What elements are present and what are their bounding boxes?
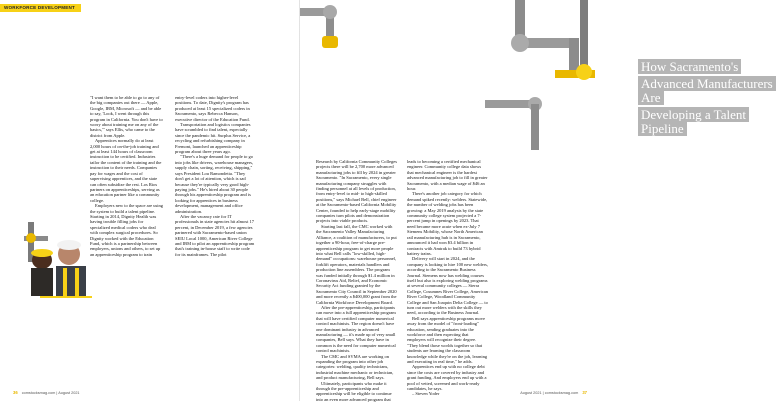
issue-date: August 2021 bbox=[58, 391, 80, 395]
title-line-2 bbox=[638, 77, 778, 105]
title-text: Developing a Talent Pipeline bbox=[638, 107, 749, 136]
paragraph: "There's a huge demand for people to go into jobs like drivers, warehouse managers, supply chain, sorting, receiving, shipping," says President Lou Ramondetta. "They don't get a lot of attention, which is sad because they're typically very good high-paying jobs." He's hired about 30 people through his apprenticeship program and is looking for apprentices in business development, management and office administration. bbox=[175, 154, 254, 214]
paragraph: After the vacancy rate for IT professionals in state agencies hit almost 17 percent, in December 2019, a few agencies partnered with Sacramento-based union SEIU Local 1000, American River College and IBM to pilot an apprenticeship program that's training in-house staff to write code for its mainframes. The pilot bbox=[175, 213, 255, 257]
left-folio bbox=[10, 390, 80, 395]
article-title bbox=[638, 60, 778, 139]
section-tag: WORKFORCE DEVELOPMENT bbox=[0, 4, 81, 12]
left-column-1 bbox=[90, 95, 164, 271]
paragraph: Starting last fall, the CMC worked with the Sacramento Valley Manufacturing Alliance, a coalition of manufacturers, to put together a 90-hour, free-of-charge pre-apprenticeship program to get more people into what Bell calls "low-skilled, high-demand" occupations: warehouse personnel, forklift operators, materials handlers and production line assemblers. The program was funded initially through $1.4 million in Coronavirus Aid, Relief, and Economic Security Act funding granted by the Sacramento City Council in September 2020 and more recently a $400,000 grant from the California Workforce Development Board. bbox=[316, 223, 397, 305]
byline: – Steven Yoder bbox=[412, 391, 440, 397]
left-page bbox=[0, 0, 300, 401]
photo-apprentices bbox=[20, 216, 92, 296]
paragraph: There's another job category for which demand spiked recently: welders. Statewide, the number of welding jobs has been growing: a May 2019 analysis by the state community college system projected a 7-percent jump in openings by 2023. That need became more acute when ex-July 7 Siemens Mobility, whose North American rail manufacturing hub is in Sacramento, announced it had won $3.4 billion in contracts with Amtrak to build 73 hybrid battery trains. bbox=[407, 191, 488, 256]
page-number: 37 bbox=[582, 390, 587, 395]
paragraph: Apprentices end up with no college debt since the costs are covered by industry and grant funding. And employers end up with a pool of vetted, screened and work-ready candidates, he says. bbox=[407, 364, 487, 392]
title-text: How Sacramento's bbox=[638, 59, 741, 74]
paragraph: Ultimately, participants who make it through the pre-apprenticeship and apprenticeship will be eligible to continue into an even more advanced program that bbox=[316, 380, 392, 402]
issue-date: August 2021 bbox=[520, 391, 542, 395]
paragraph: Delivery will start in 2024, and the company is looking to hire 100 new welders, according to the Sacramento Business Journal. Siemens now has welding courses itself but also is exploring welding programs at several community colleges — Sierra College, Cosumnes River College, American River College, Woodland Community College and San Joaquin Delta College — to turn out more welders with the skills they need, according to the Business Journal. bbox=[407, 256, 488, 316]
right-column-2 bbox=[407, 159, 488, 397]
site-url: comstocksmag.com bbox=[21, 391, 56, 395]
title-line-3 bbox=[638, 108, 778, 136]
title-text: Advanced Manufacturers Are bbox=[638, 76, 776, 105]
right-column-1 bbox=[316, 159, 397, 402]
left-column-2 bbox=[175, 95, 255, 305]
paragraph: Research by California Community Colleges projects there will be 2,700 more advanced manufacturing jobs to fill by 2024 in greater Sacramento. "In Sacramento, every single manufacturing company struggles with finding personnel at all levels of production, from entry-level to mid- to high-skilled positions," says Michael Bell, chief engineer at the Sacramento-based California Mobility Center, founded to help early-stage mobility companies turn pilots and demonstration projects into viable products. bbox=[316, 159, 397, 224]
paragraph: "I want them to be able to go to any of the big companies out there — Apple, Google, IBM, Microsoft — and be able to say, 'Look, I went through this program in California. You don't have to worry about training me on any of the basics,'" says Ellis, who came to the district from Apple. bbox=[90, 95, 163, 138]
paragraph: Bell says apprenticeship programs move away from the model of "front-loading" education, sending graduates into the workforce and then expecting that employers will recognize their degree. "They blend those worlds together so that students are learning the classroom knowledge while they're on the job, learning and executing in real time," he adds. bbox=[407, 315, 488, 365]
paragraph: entry-level coders into higher-level positions. To date, Dignity's program has produced at least 15 specialized coders in Sacramento, says Rebecca Hanson, executive director of the Education Fund. bbox=[175, 95, 250, 122]
photo-accent-bar bbox=[40, 296, 92, 298]
right-page bbox=[300, 0, 773, 402]
paragraph: The CMC and SVMA are working on expanding the program into other job categories: welding, quality technicians, industrial machine mechanic or technician, and product manufacturing, Bell says. bbox=[316, 353, 394, 381]
pipe-illustration-right bbox=[485, 0, 600, 150]
site-url: comstocksmag.com bbox=[544, 391, 579, 395]
folio-separator: | bbox=[56, 391, 58, 395]
page-number: 36 bbox=[13, 390, 18, 395]
paragraph: leads to becoming a certified mechanical engineer. Community college data shows that mechanical engineer is the hardest advanced manufacturing job to fill in greater Sacramento, with a median wage of $46 an hour. bbox=[407, 159, 488, 192]
paragraph: Employers new to the space are using the system to build a talent pipeline. Starting in 2014, Dignity Health was having trouble filling jobs for specialized medical coders who deal with complex surgical procedures. So Dignity worked with the Education Fund, which is a partnership between employers, unions and others, to set up an apprenticeship program to train bbox=[90, 203, 163, 257]
paragraph: Apprentices normally do at least 2,000 hours of on-the-job training and get at least 144 hours of classroom instruction to be certified. Industries tailor the content of the training and the instruction to their needs. Companies pay for wages and the cost of supervising apprentices, and the state can often subsidize the rest. Los Rios partners on apprenticeships, serving as an education partner like a community college. bbox=[90, 138, 162, 203]
pipe-illustration-left bbox=[300, 0, 360, 60]
title-line-1 bbox=[638, 60, 778, 74]
right-folio bbox=[520, 390, 590, 395]
paragraph: After the pre-apprenticeship, participants can move into a full apprenticeship program that will have certified computer numerical control machinists. The region doesn't have one dominant industry in advanced manufacturing — it's made up of very small companies, Bell says. What they have in common is the need for computer numerical control machinists. bbox=[316, 304, 396, 354]
folio-separator: | bbox=[542, 391, 544, 395]
paragraph: Transportation and logistics companies have scrambled to find talent, especially since the pandemic hit. Surplus Service, a recycling and refurbishing company in Fremont, launched an apprenticeship program about three years ago. bbox=[175, 122, 251, 155]
